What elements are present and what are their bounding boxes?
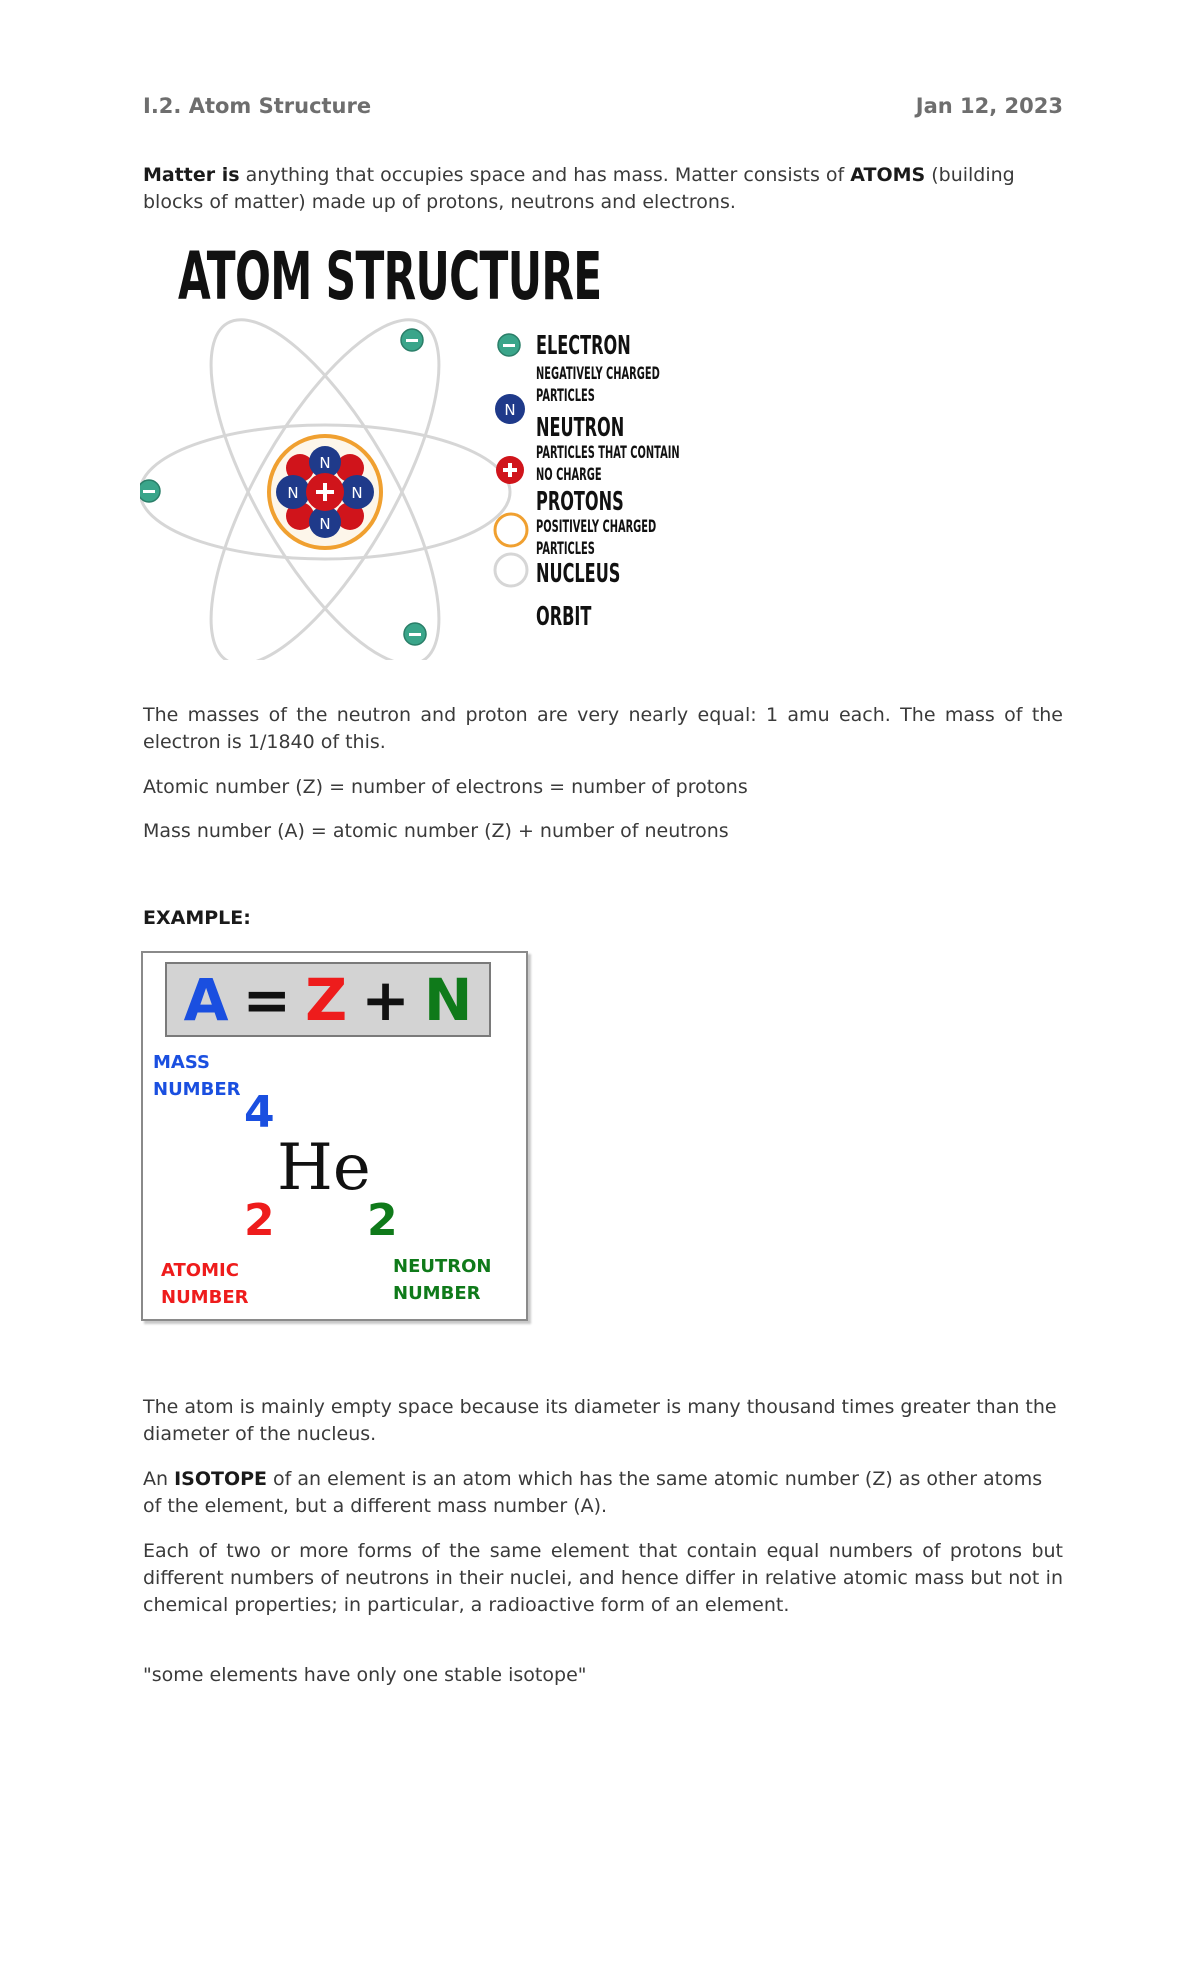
atoms-term: ATOMS	[850, 164, 926, 186]
intro-text-2: (building blocks of matter) made up of protons, neutrons and electrons.	[143, 164, 1015, 213]
legend-icons	[495, 334, 527, 586]
neutron-label-line1: NEUTRON	[393, 1256, 492, 1277]
atomic-number-definition: Atomic number (Z) = number of electrons = number of protons	[143, 776, 748, 798]
matter-is-term: Matter is	[143, 164, 240, 186]
masses-paragraph: The masses of the neutron and proton are very nearly equal: 1 amu each. The mass of the electron is 1/1840 of this.	[143, 704, 1063, 753]
legend-proton-icon	[496, 456, 524, 484]
legend-neutron-icon	[495, 394, 525, 424]
intro-paragraph	[143, 162, 1063, 216]
mass-number-definition: Mass number (A) = atomic number (Z) + number of neutrons	[143, 820, 729, 842]
legend-neutron-name: NEUTRON	[536, 413, 625, 443]
nucleon-label-left: N	[287, 484, 299, 502]
equation-plus: +	[361, 965, 410, 1034]
isotope-definition-paragraph: Each of two or more forms of the same element that contain equal numbers of protons but different numbers of neutrons in their nuclei, and hence differ in relative atomic mass but not in chemical properties; in particular, a radioactive form of an element.	[143, 1540, 1063, 1616]
equation-a: A	[183, 965, 229, 1034]
atom-figure-title: ATOM STRUCTURE	[178, 238, 602, 315]
nucleus	[269, 436, 381, 548]
mass-label-line1: MASS	[153, 1052, 210, 1073]
nucleon-label-right: N	[351, 484, 363, 502]
legend-electron-icon	[498, 334, 520, 356]
atomic-label-line1: ATOMIC	[161, 1260, 239, 1281]
atomic-number-value: 2	[244, 1195, 275, 1246]
section-title: I.2. Atom Structure	[143, 94, 372, 118]
equation-z: Z	[305, 965, 348, 1034]
isotope-rest: of an element is an atom which has the same atomic number (Z) as other atoms of the element, but a different mass number (A).	[143, 1468, 1043, 1517]
empty-space-paragraph: The atom is mainly empty space because its diameter is many thousand times greater than the diameter of the nucleus.	[143, 1396, 1057, 1445]
equation-equals: =	[242, 965, 292, 1034]
neutron-number-value: 2	[367, 1195, 398, 1246]
legend-protons-line2: PARTICLES	[536, 539, 595, 559]
intro-text-1: anything that occupies space and has mass. Matter consists of	[239, 164, 851, 186]
legend-electron-line1: NEGATIVELY CHARGED	[536, 364, 660, 384]
legend-electron-name: ELECTRON	[536, 331, 631, 361]
legend-protons-name: PROTONS	[536, 487, 624, 517]
document-date: Jan 12, 2023	[915, 94, 1063, 118]
electron-left	[140, 480, 160, 502]
mass-number-label	[153, 1049, 240, 1103]
atom-structure-figure	[140, 240, 700, 660]
example-heading: EXAMPLE:	[143, 907, 251, 929]
nucleon-label-bottom: N	[319, 515, 331, 533]
legend-electron-line2: PARTICLES	[536, 386, 595, 406]
stable-isotope-quote: "some elements have only one stable isotope"	[143, 1664, 587, 1686]
example-figure	[141, 951, 528, 1321]
legend-neutron-line2: NO CHARGE	[536, 465, 602, 485]
electron-top	[401, 329, 423, 351]
mass-number-value: 4	[244, 1087, 275, 1138]
legend-protons-line1: POSITIVELY CHARGED	[536, 517, 657, 537]
legend-orbit-name: ORBIT	[536, 602, 592, 632]
legend-neutron-letter: N	[504, 401, 516, 419]
legend-nucleus-name: NUCLEUS	[536, 559, 621, 589]
mass-label-line2: NUMBER	[153, 1079, 241, 1100]
isotope-term: ISOTOPE	[174, 1468, 268, 1490]
legend-neutron-line1: PARTICLES THAT CONTAIN	[536, 443, 680, 463]
legend-nucleus-icon	[495, 514, 527, 546]
legend-orbit-icon	[495, 554, 527, 586]
nucleon-cluster	[276, 446, 374, 538]
equation-box	[165, 962, 491, 1037]
electron-bottom	[404, 623, 426, 645]
atomic-number-label	[161, 1257, 248, 1311]
isotope-an: An	[143, 1468, 175, 1490]
equation-n: N	[423, 965, 473, 1034]
atomic-label-line2: NUMBER	[161, 1287, 249, 1308]
neutron-label-line2: NUMBER	[393, 1283, 481, 1304]
element-symbol: He	[277, 1131, 371, 1205]
neutron-number-label	[393, 1253, 491, 1307]
isotope-paragraph	[143, 1466, 1063, 1520]
nucleon-label-top: N	[319, 454, 331, 472]
